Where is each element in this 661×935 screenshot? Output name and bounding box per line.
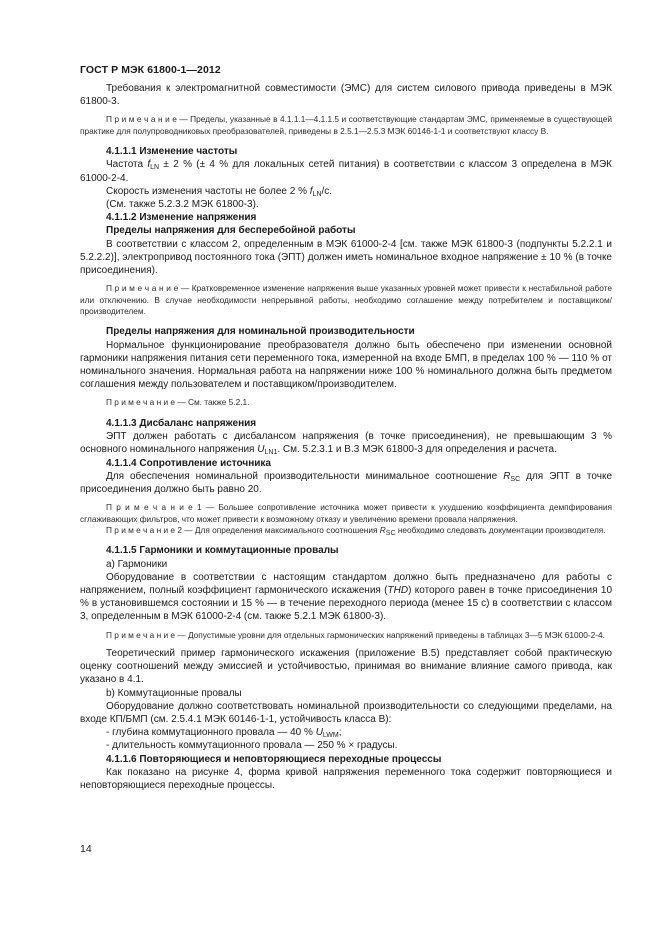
harmonics-note: [80, 630, 612, 641]
source-impedance-paragraph: [80, 470, 612, 496]
section-4-1-1-2-heading: 4.1.1.2 Изменение напряжения: [106, 212, 257, 224]
harmonics-item-a: а) Гармоники: [106, 558, 168, 570]
source-impedance-note-1: [80, 502, 612, 525]
note-text: — Пределы, указанные в 4.1.1.1—4.1.1.5 и соответствующие стандартам ЭМС, применяемые в существующей практике для полупроводниковых преобразователей, приведены в 2.5.1—2.5.3 МЭК 60146-1-1 и соответствуют классу В.: [80, 114, 612, 136]
imbalance-paragraph: [80, 430, 612, 456]
symbol: U: [257, 444, 265, 456]
note-text: — Для определения максимального соотношения: [181, 524, 380, 535]
section-4-1-1-3-heading: 4.1.1.3 Дисбаланс напряжения: [106, 417, 257, 429]
frequency-paragraph-3: (См. также 5.2.3.2 МЭК 61800-3).: [106, 199, 259, 211]
text-run: - глубина коммутационного провала — 40 %: [106, 727, 316, 739]
voltage-paragraph-1: В соответствии с классом 2, определенным в МЭК 61000-2-4 [см. также МЭК 61800-3 (подпункты 5.2.2.1 и 5.2.2.2)], электропривод постоянного тока (ЭПТ) должен иметь номинальное входное напряжение ± 10 % (в точке присоединения).: [80, 238, 612, 277]
note-text: — См. также 5.2.1.: [175, 397, 250, 408]
section-4-1-1-5-heading: 4.1.1.5 Гармоники и коммутационные провалы: [106, 545, 339, 557]
notch-list-item-2: - длительность коммутационного провала — 250 % × градусы.: [106, 740, 398, 752]
symbol-subscript: SC: [510, 475, 521, 483]
text-run: Для обеспечения номинальной производительности минимальное соотношение: [106, 470, 504, 482]
symbol-subscript: SC: [385, 529, 396, 537]
symbol: R: [379, 524, 386, 535]
transients-paragraph: Как показано на рисунке 4, форма кривой напряжения переменного тока содержит повторяющиеся и неповторяющиеся переходные процессы.: [80, 766, 612, 791]
text-run: . См. 5.2.3.1 и В.3 МЭК 61800-3 для определения и расчета.: [277, 444, 557, 456]
emc-paragraph: Требования к электромагнитной совместимости (ЭМС) для систем силового привода приведены в МЭК 61800-3.: [80, 83, 612, 108]
symbol-subscript: LWM: [322, 732, 339, 740]
document-header: ГОСТ Р МЭК 61800-1—2012: [80, 64, 221, 76]
text-run: ± 2 % (± 4 % для локальных сетей питания) в соответствии с классом 3 определена в МЭК 61000-2-4.: [80, 159, 612, 184]
voltage-note: [80, 283, 612, 317]
text-run: Скорость изменения частоты не более 2 %: [106, 185, 310, 197]
harmonics-paragraph-2: Теоретический пример гармонического искажения (приложение В.5) представляет собой практическую оценку соотношений между эмиссией и устойчивостью, принимая во внимание влияние самого привода, как указано в 4.1.: [80, 647, 612, 686]
emc-note: [80, 114, 612, 137]
uninterrupted-limits-subheading: Пределы напряжения для бесперебойной работы: [106, 225, 356, 237]
text-run: ЭПТ должен работать с дисбалансом напряжения (в точке присоединения), не превышающим 3 % основного номинального напряжения: [80, 431, 612, 456]
note-text: — Большее сопротивление источника может привести к ухудшению коэффициента демпфирования сглаживающих фильтров, что может привести к возможному отказу и увеличению времени провала напряжения.: [80, 502, 612, 524]
text-run: ) которого равен в точке присоединения 10 % в установившемся состоянии и 15 % — в течение переходного периода (менее 15 с) в соответствии с классом 3, определенным в МЭК 61000-2-4 (см. также 5.2.1 МЭК 61800-3).: [80, 584, 613, 623]
note-text: необходимо следовать документации производителя.: [395, 524, 606, 535]
note-label: П р и м е ч а н и е: [106, 397, 176, 408]
symbol: R: [503, 470, 511, 482]
note-text: — Кратковременное изменение напряжения выше указанных уровней может привести к нестабильной работе или отключению. В случае необходимости непрерывной работы, необходимо соглашение между потребителем и поставщиком/производителем.: [80, 283, 613, 317]
symbol: f: [147, 159, 151, 171]
note-label: П р и м е ч а н и е 2: [106, 524, 182, 535]
symbol-subscript: LN1: [264, 449, 278, 457]
note-label: П р и м е ч а н и е 1: [106, 502, 202, 513]
notch-list-item-1: [80, 726, 612, 739]
section-4-1-1-6-heading: 4.1.1.6 Повторяющиеся и неповторяющиеся переходные процессы: [106, 753, 442, 765]
note-text: — Допустимые уровни для отдельных гармонических напряжений приведены в таблицах 3—5 МЭК 61000-2-4.: [175, 629, 605, 640]
page-number: 14: [80, 843, 92, 855]
frequency-paragraph-1: [80, 158, 612, 184]
text-run: Оборудование в соответствии с настоящим стандартом должно быть предназначено для работы с напряжением, полный коэффициент гармонического искажения (: [80, 571, 612, 596]
text-run: /с.: [321, 185, 333, 197]
symbol: f: [309, 185, 313, 197]
rated-limits-subheading: Пределы напряжения для номинальной производительности: [106, 326, 415, 338]
voltage-note-2: [80, 397, 612, 408]
note-label: П р и м е ч а н и е: [106, 629, 176, 640]
note-label: П р и м е ч а н и е: [106, 114, 177, 125]
frequency-paragraph-2: [80, 185, 612, 198]
note-label: П р и м е ч а н и е: [106, 283, 179, 294]
harmonics-item-b: b) Коммутационные провалы: [106, 687, 242, 699]
section-4-1-1-4-heading: 4.1.1.4 Сопротивление источника: [106, 457, 271, 469]
symbol-subscript: LN: [150, 164, 160, 172]
harmonics-paragraph-1: [80, 571, 612, 624]
symbol: U: [315, 727, 323, 739]
text-run: Частота: [106, 159, 148, 171]
source-impedance-note-2: [80, 525, 612, 536]
text-run: для ЭПТ в точке присоединения должно быть равно 20.: [80, 470, 612, 495]
symbol-subscript: LN: [312, 190, 322, 198]
harmonics-paragraph-3: Оборудование должно соответствовать номинальной производительности со следующими пределами, на входе КП/БМП (см. 2.5.4.1 МЭК 60146-1-1, устойчивость класса В):: [80, 700, 612, 725]
voltage-paragraph-2: Нормальное функционирование преобразователя должно быть обеспечено при изменении основной гармоники напряжения питания сети переменного тока, измеренной на входе БМП, в пределах 100 % — 110 % от номинального значения. Нормальная работа на напряжении ниже 100 % номинального должна быть предметом соглашения между пользователем и поставщиком/производителем.: [80, 339, 612, 391]
section-4-1-1-1-heading: 4.1.1.1 Изменение частоты: [106, 146, 238, 158]
symbol: THD: [387, 584, 409, 596]
document-body: [80, 82, 612, 792]
text-run: ;: [338, 727, 342, 739]
